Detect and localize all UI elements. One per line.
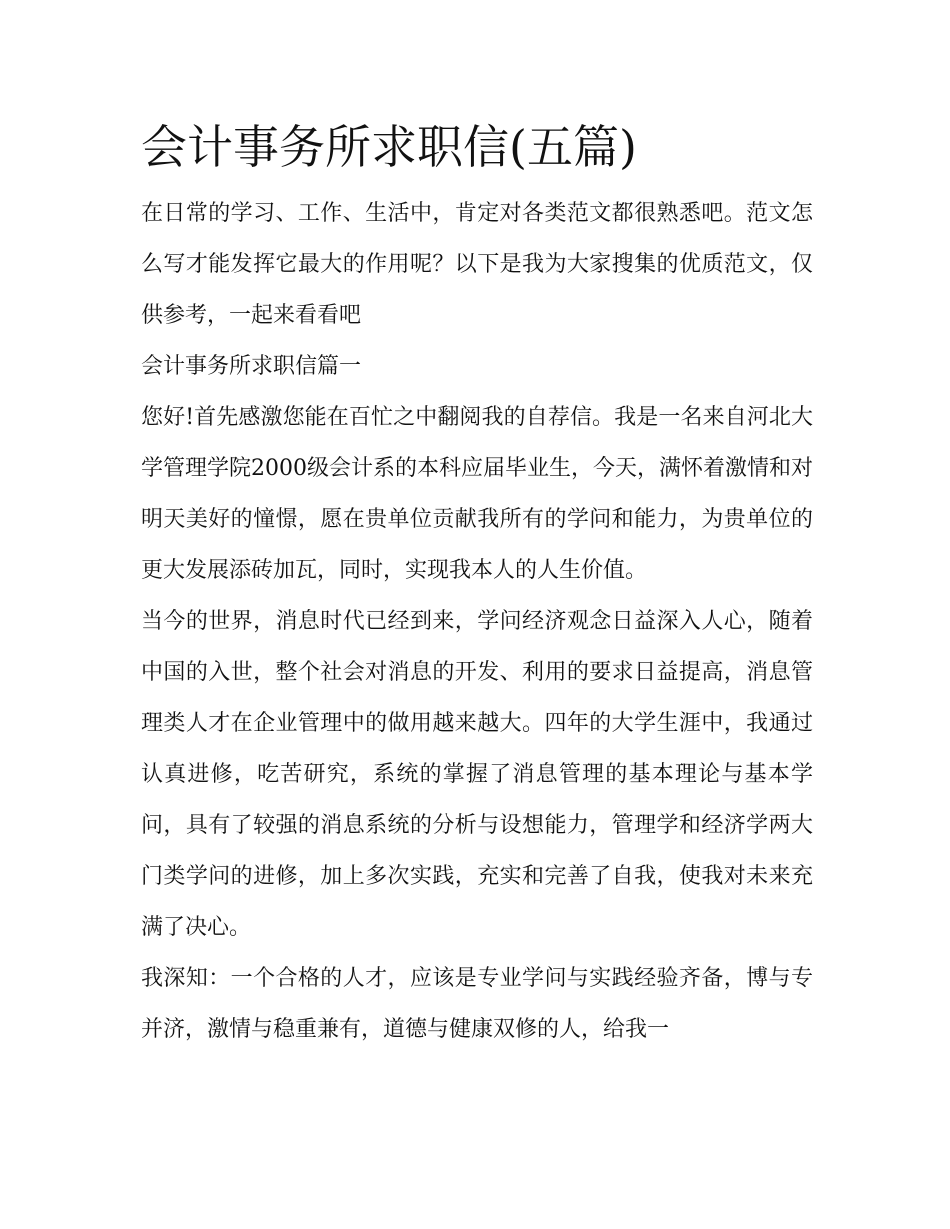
body-paragraph: 我深知：一个合格的人才，应该是专业学问与实践经验齐备，博与专并济，激情与稳重兼有，道德与健康双修的人，给我一 xyxy=(141,966,813,1042)
intro-paragraph: 在日常的学习、工作、生活中，肯定对各类范文都很熟悉吧。范文怎么写才能发挥它最大的作用呢？以下是我为大家搜集的优质范文，仅供参考，一起来看看吧 xyxy=(141,201,813,328)
body-paragraph: 您好!首先感激您能在百忙之中翻阅我的自荐信。我是一名来自河北大学管理学院2000级会计系的本科应届毕业生，今天，满怀着激情和对明天美好的憧憬，愿在贵单位贡献我所有的学问和能力，为贵单位的更大发展添砖加瓦，同时，实现我本人的人生价值。 xyxy=(141,405,813,583)
document-title: 会计事务所求职信(五篇) xyxy=(141,120,637,174)
section-heading: 会计事务所求职信篇一 xyxy=(141,354,362,379)
body-paragraph: 当今的世界，消息时代已经到来，学问经济观念日益深入人心，随着中国的入世，整个社会对消息的开发、利用的要求日益提高，消息管理类人才在企业管理中的做用越来越大。四年的大学生涯中，我通过认真进修，吃苦研究，系统的掌握了消息管理的基本理论与基本学问，具有了较强的消息系统的分析与设想能力，管理学和经济学两大门类学问的进修，加上多次实践，充实和完善了自我，使我对未来充满了决心。 xyxy=(141,609,813,940)
document-page xyxy=(141,112,813,1055)
